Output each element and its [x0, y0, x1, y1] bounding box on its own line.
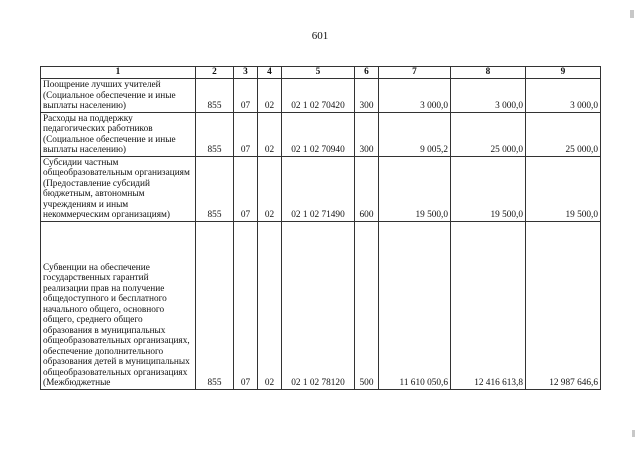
cell-val8: 19 500,0 [451, 156, 526, 221]
cell-val8: 25 000,0 [451, 112, 526, 156]
cell-col2: 855 [196, 221, 234, 389]
table-row [41, 112, 601, 156]
cell-val7: 19 500,0 [379, 156, 451, 221]
cell-val7: 9 005,2 [379, 112, 451, 156]
cell-col3: 07 [234, 156, 258, 221]
cell-col4: 02 [258, 79, 282, 113]
cell-code: 02 1 02 78120 [282, 221, 355, 389]
cell-val9: 3 000,0 [526, 79, 601, 113]
cell-col3: 07 [234, 221, 258, 389]
row-description: Поощрение лучших учителей (Социальное обеспечение и иные выплаты населению) [41, 79, 196, 113]
column-header: 3 [234, 67, 258, 79]
page-number: 601 [311, 30, 329, 42]
table-row [41, 79, 601, 113]
table-header-row [41, 67, 601, 79]
cell-code: 02 1 02 70420 [282, 79, 355, 113]
cell-val9: 19 500,0 [526, 156, 601, 221]
cell-col4: 02 [258, 112, 282, 156]
budget-table [40, 66, 601, 390]
row-description: Субсидии частным общеобразовательным организациям (Предоставление субсидий бюджетным, автономным учреждениям и иным некоммерческим организациям) [41, 156, 196, 221]
cell-col2: 855 [196, 156, 234, 221]
row-description-clip [43, 223, 193, 389]
scan-edge-mark-bottom [632, 430, 635, 437]
row-description: Расходы на поддержку педагогических работников (Социальное обеспечение и иные выплаты населению) [41, 112, 196, 156]
column-header: 9 [526, 67, 601, 79]
cell-code: 02 1 02 70940 [282, 112, 355, 156]
cell-val8: 12 416 613,8 [451, 221, 526, 389]
cell-col3: 07 [234, 79, 258, 113]
cell-type: 500 [355, 221, 379, 389]
cell-col4: 02 [258, 221, 282, 389]
cell-type: 300 [355, 112, 379, 156]
table-row [41, 156, 601, 221]
cell-col4: 02 [258, 156, 282, 221]
column-header: 7 [379, 67, 451, 79]
cell-col2: 855 [196, 79, 234, 113]
cell-val8: 3 000,0 [451, 79, 526, 113]
column-header: 4 [258, 67, 282, 79]
column-header: 1 [41, 67, 196, 79]
cell-col2: 855 [196, 112, 234, 156]
table-row [41, 221, 601, 389]
row-description-cell [41, 221, 196, 389]
cell-type: 300 [355, 79, 379, 113]
column-header: 6 [355, 67, 379, 79]
column-header: 2 [196, 67, 234, 79]
row-description: Субвенции на обеспечение государственных гарантий реализации прав на получение общедоступного и бесплатного начального общего, основного общего, среднего общего образования в муниципальных общеобразовательных организациях, обеспечение дополнительного образования детей в муниципальных общеобразовательных организациях (Межбюджетные [43, 262, 190, 388]
cell-val9: 12 987 646,6 [526, 221, 601, 389]
column-header: 5 [282, 67, 355, 79]
cell-code: 02 1 02 71490 [282, 156, 355, 221]
column-header: 8 [451, 67, 526, 79]
cell-val9: 25 000,0 [526, 112, 601, 156]
scan-edge-mark-top [630, 10, 634, 18]
cell-type: 600 [355, 156, 379, 221]
cell-col3: 07 [234, 112, 258, 156]
cell-val7: 11 610 050,6 [379, 221, 451, 389]
cell-val7: 3 000,0 [379, 79, 451, 113]
